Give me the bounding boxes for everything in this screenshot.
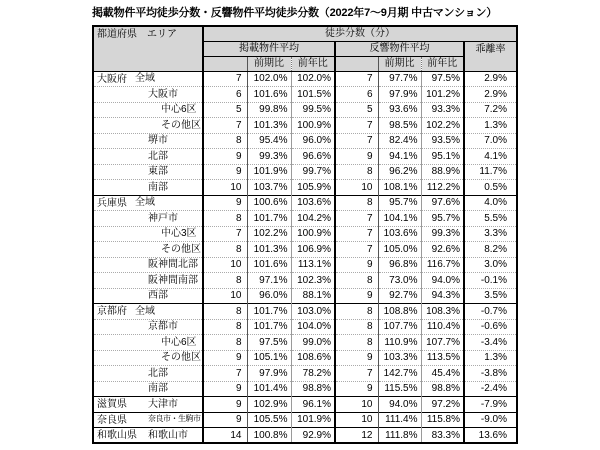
- cell-response-prev-year: 110.4%: [421, 319, 464, 335]
- cell-pref-area: [93, 257, 203, 273]
- cell-divergence-rate: 0.5%: [464, 180, 517, 196]
- cell-response-prev-period: 93.6%: [378, 102, 421, 118]
- cell-response-minutes: 8: [335, 335, 378, 351]
- area-label: 中心3区: [161, 228, 197, 240]
- cell-response-prev-year: 108.3%: [421, 304, 464, 320]
- area-label: 東部: [148, 166, 168, 178]
- cell-response-prev-period: 107.7%: [378, 319, 421, 335]
- cell-divergence-rate: 7.0%: [464, 133, 517, 149]
- table-row: [93, 335, 517, 351]
- cell-response-prev-period: 94.0%: [378, 397, 421, 413]
- table-row: [93, 87, 517, 103]
- cell-pref-area: [93, 133, 203, 149]
- cell-divergence-rate: 2.9%: [464, 87, 517, 103]
- cell-response-prev-period: 96.2%: [378, 164, 421, 180]
- cell-listed-prev-period: 101.7%: [247, 319, 291, 335]
- cell-listed-prev-year: 103.0%: [291, 304, 335, 320]
- cell-listed-prev-year: 106.9%: [291, 242, 335, 258]
- cell-response-prev-year: 116.7%: [421, 257, 464, 273]
- cell-pref-area: [93, 149, 203, 165]
- cell-listed-prev-year: 102.0%: [291, 71, 335, 87]
- cell-listed-prev-year: 105.9%: [291, 180, 335, 196]
- cell-listed-prev-year: 104.0%: [291, 319, 335, 335]
- cell-divergence-rate: 11.7%: [464, 164, 517, 180]
- table-row: [93, 350, 517, 366]
- cell-response-prev-period: 111.4%: [378, 412, 421, 428]
- cell-pref-area: [93, 164, 203, 180]
- table-row: [93, 428, 517, 444]
- cell-divergence-rate: -0.6%: [464, 319, 517, 335]
- cell-response-prev-period: 95.7%: [378, 195, 421, 211]
- table-row: [93, 180, 517, 196]
- area-label: 西部: [148, 290, 168, 302]
- cell-response-prev-period: 104.1%: [378, 211, 421, 227]
- cell-response-prev-year: 112.2%: [421, 180, 464, 196]
- header-response-prev-year: 前年比: [421, 56, 464, 71]
- report-page: [92, 6, 518, 444]
- cell-listed-prev-year: 99.5%: [291, 102, 335, 118]
- cell-response-minutes: 7: [335, 211, 378, 227]
- cell-response-prev-year: 97.6%: [421, 195, 464, 211]
- cell-listed-prev-period: 101.7%: [247, 304, 291, 320]
- cell-response-minutes: 8: [335, 304, 378, 320]
- cell-listed-prev-year: 96.0%: [291, 133, 335, 149]
- cell-response-prev-year: 102.2%: [421, 118, 464, 134]
- table-row: [93, 164, 517, 180]
- header-listed-minutes-blank: [203, 56, 247, 71]
- cell-response-prev-period: 115.5%: [378, 381, 421, 397]
- cell-listed-minutes: 9: [203, 149, 247, 165]
- cell-response-minutes: 8: [335, 273, 378, 289]
- header-response-average: 反響物件平均: [335, 41, 464, 56]
- header-walk-minutes-group: 徒歩分数（分）: [203, 26, 517, 41]
- area-label: 大津市: [148, 398, 178, 410]
- cell-response-prev-year: 98.8%: [421, 381, 464, 397]
- cell-listed-prev-year: 102.3%: [291, 273, 335, 289]
- header-row-1: [93, 26, 517, 41]
- cell-response-minutes: 7: [335, 226, 378, 242]
- cell-response-minutes: 6: [335, 87, 378, 103]
- cell-response-prev-period: 108.1%: [378, 180, 421, 196]
- area-label: 堺市: [148, 135, 168, 147]
- cell-response-minutes: 7: [335, 118, 378, 134]
- cell-listed-prev-period: 102.2%: [247, 226, 291, 242]
- table-body: [93, 71, 517, 443]
- cell-response-minutes: 5: [335, 102, 378, 118]
- cell-response-minutes: 9: [335, 288, 378, 304]
- table-row: [93, 397, 517, 413]
- area-label: 大阪市: [148, 88, 178, 100]
- prefecture-label: 大阪府: [97, 73, 127, 85]
- cell-response-prev-year: 94.3%: [421, 288, 464, 304]
- cell-pref-area: [93, 195, 203, 211]
- cell-listed-prev-period: 105.5%: [247, 412, 291, 428]
- cell-pref-area: [93, 412, 203, 428]
- cell-divergence-rate: 3.5%: [464, 288, 517, 304]
- cell-response-prev-year: 94.0%: [421, 273, 464, 289]
- header-listed-prev-year: 前年比: [291, 56, 335, 71]
- cell-listed-minutes: 9: [203, 195, 247, 211]
- area-label: その他区: [161, 352, 201, 364]
- cell-listed-prev-year: 96.1%: [291, 397, 335, 413]
- cell-pref-area: [93, 226, 203, 242]
- area-label: 阪神間南部: [148, 274, 198, 286]
- table-header: [93, 26, 517, 71]
- cell-pref-area: [93, 273, 203, 289]
- cell-pref-area: [93, 428, 203, 444]
- cell-response-prev-year: 83.3%: [421, 428, 464, 444]
- cell-response-minutes: 7: [335, 133, 378, 149]
- cell-response-prev-year: 92.6%: [421, 242, 464, 258]
- cell-listed-prev-period: 105.1%: [247, 350, 291, 366]
- prefecture-label: 奈良県: [97, 414, 127, 426]
- table-row: [93, 366, 517, 382]
- area-label: その他区: [161, 119, 201, 131]
- cell-divergence-rate: 2.9%: [464, 71, 517, 87]
- cell-divergence-rate: 3.3%: [464, 226, 517, 242]
- cell-response-minutes: 10: [335, 412, 378, 428]
- prefecture-label: 滋賀県: [97, 399, 127, 410]
- cell-response-minutes: 10: [335, 397, 378, 413]
- cell-response-prev-year: 95.7%: [421, 211, 464, 227]
- cell-listed-minutes: 10: [203, 288, 247, 304]
- cell-pref-area: [93, 350, 203, 366]
- table-row: [93, 381, 517, 397]
- cell-divergence-rate: -2.4%: [464, 381, 517, 397]
- cell-divergence-rate: -3.4%: [464, 335, 517, 351]
- cell-listed-minutes: 10: [203, 180, 247, 196]
- cell-listed-minutes: 9: [203, 381, 247, 397]
- table-row: [93, 195, 517, 211]
- cell-listed-minutes: 10: [203, 257, 247, 273]
- cell-divergence-rate: -3.8%: [464, 366, 517, 382]
- area-label: 全域: [135, 305, 155, 317]
- cell-divergence-rate: 5.5%: [464, 211, 517, 227]
- cell-listed-prev-year: 92.9%: [291, 428, 335, 444]
- table-row: [93, 242, 517, 258]
- cell-pref-area: [93, 211, 203, 227]
- cell-response-minutes: 9: [335, 381, 378, 397]
- area-label: 全域: [135, 73, 155, 85]
- cell-response-prev-year: 101.2%: [421, 87, 464, 103]
- header-divergence-rate: 乖離率: [464, 41, 517, 71]
- cell-pref-area: [93, 366, 203, 382]
- cell-listed-prev-year: 88.1%: [291, 288, 335, 304]
- cell-divergence-rate: -0.1%: [464, 273, 517, 289]
- cell-response-minutes: 12: [335, 428, 378, 444]
- cell-listed-minutes: 7: [203, 71, 247, 87]
- cell-listed-prev-year: 99.7%: [291, 164, 335, 180]
- cell-response-minutes: 8: [335, 195, 378, 211]
- cell-listed-prev-year: 100.9%: [291, 226, 335, 242]
- table-row: [93, 118, 517, 134]
- table-row: [93, 133, 517, 149]
- cell-listed-prev-period: 102.0%: [247, 71, 291, 87]
- cell-listed-minutes: 7: [203, 118, 247, 134]
- cell-response-prev-period: 73.0%: [378, 273, 421, 289]
- cell-listed-minutes: 5: [203, 102, 247, 118]
- cell-response-prev-period: 105.0%: [378, 242, 421, 258]
- area-label: 神戸市: [148, 212, 178, 224]
- cell-pref-area: [93, 180, 203, 196]
- prefecture-label: 京都府: [97, 306, 127, 317]
- prefecture-label: 和歌山県: [97, 430, 137, 441]
- cell-response-prev-period: 97.7%: [378, 71, 421, 87]
- cell-divergence-rate: 4.0%: [464, 195, 517, 211]
- cell-listed-minutes: 6: [203, 87, 247, 103]
- table-row: [93, 288, 517, 304]
- table-row: [93, 149, 517, 165]
- prefecture-label: 兵庫県: [97, 197, 127, 209]
- table-row: [93, 257, 517, 273]
- cell-listed-prev-period: 101.6%: [247, 87, 291, 103]
- area-label: 南部: [148, 181, 168, 193]
- cell-listed-prev-period: 97.5%: [247, 335, 291, 351]
- cell-listed-minutes: 9: [203, 164, 247, 180]
- cell-pref-area: [93, 288, 203, 304]
- cell-response-minutes: 10: [335, 180, 378, 196]
- area-label: 北部: [148, 150, 168, 162]
- cell-response-prev-year: 93.3%: [421, 102, 464, 118]
- table-row: [93, 71, 517, 87]
- cell-response-prev-year: 88.9%: [421, 164, 464, 180]
- cell-listed-prev-period: 96.0%: [247, 288, 291, 304]
- cell-response-prev-period: 92.7%: [378, 288, 421, 304]
- cell-listed-minutes: 14: [203, 428, 247, 444]
- cell-response-prev-year: 115.8%: [421, 412, 464, 428]
- cell-listed-prev-period: 101.4%: [247, 381, 291, 397]
- walk-minutes-table: [92, 25, 518, 444]
- cell-listed-minutes: 7: [203, 226, 247, 242]
- area-label: 南部: [148, 383, 168, 395]
- cell-response-minutes: 9: [335, 257, 378, 273]
- cell-response-minutes: 7: [335, 71, 378, 87]
- cell-response-prev-period: 97.9%: [378, 87, 421, 103]
- cell-listed-prev-period: 97.1%: [247, 273, 291, 289]
- cell-response-prev-period: 94.1%: [378, 149, 421, 165]
- cell-response-prev-period: 103.3%: [378, 350, 421, 366]
- cell-listed-prev-year: 99.0%: [291, 335, 335, 351]
- cell-pref-area: [93, 118, 203, 134]
- area-label: 北部: [148, 367, 168, 379]
- area-label: その他区: [161, 243, 201, 255]
- cell-response-prev-year: 95.1%: [421, 149, 464, 165]
- cell-listed-prev-period: 101.3%: [247, 242, 291, 258]
- cell-listed-prev-year: 101.9%: [291, 412, 335, 428]
- cell-response-minutes: 9: [335, 350, 378, 366]
- cell-listed-prev-period: 99.3%: [247, 149, 291, 165]
- cell-response-prev-year: 45.4%: [421, 366, 464, 382]
- cell-listed-minutes: 8: [203, 211, 247, 227]
- cell-divergence-rate: 8.2%: [464, 242, 517, 258]
- cell-listed-prev-period: 101.9%: [247, 164, 291, 180]
- header-pref-area: 都道府県 エリア: [93, 26, 203, 71]
- cell-listed-minutes: 8: [203, 319, 247, 335]
- cell-listed-minutes: 8: [203, 304, 247, 320]
- cell-listed-prev-period: 100.6%: [247, 195, 291, 211]
- cell-listed-minutes: 8: [203, 242, 247, 258]
- cell-divergence-rate: -0.7%: [464, 304, 517, 320]
- cell-listed-prev-period: 99.8%: [247, 102, 291, 118]
- cell-pref-area: [93, 71, 203, 87]
- cell-divergence-rate: 4.1%: [464, 149, 517, 165]
- cell-listed-prev-period: 97.9%: [247, 366, 291, 382]
- cell-divergence-rate: 3.0%: [464, 257, 517, 273]
- cell-response-prev-period: 110.9%: [378, 335, 421, 351]
- cell-listed-minutes: 9: [203, 412, 247, 428]
- cell-listed-prev-year: 98.8%: [291, 381, 335, 397]
- table-row: [93, 412, 517, 428]
- cell-divergence-rate: 7.2%: [464, 102, 517, 118]
- cell-divergence-rate: 13.6%: [464, 428, 517, 444]
- cell-response-minutes: 9: [335, 149, 378, 165]
- cell-listed-prev-year: 103.6%: [291, 195, 335, 211]
- cell-listed-prev-period: 103.7%: [247, 180, 291, 196]
- cell-listed-prev-year: 108.6%: [291, 350, 335, 366]
- area-label: 和歌山市: [148, 429, 188, 441]
- cell-listed-prev-period: 101.3%: [247, 118, 291, 134]
- table-row: [93, 226, 517, 242]
- cell-listed-prev-year: 96.6%: [291, 149, 335, 165]
- cell-pref-area: [93, 242, 203, 258]
- cell-pref-area: [93, 304, 203, 320]
- cell-listed-prev-year: 104.2%: [291, 211, 335, 227]
- cell-listed-prev-year: 100.9%: [291, 118, 335, 134]
- cell-listed-minutes: 8: [203, 273, 247, 289]
- cell-listed-prev-period: 101.7%: [247, 211, 291, 227]
- cell-listed-minutes: 7: [203, 366, 247, 382]
- table-row: [93, 102, 517, 118]
- cell-response-prev-period: 142.7%: [378, 366, 421, 382]
- cell-listed-minutes: 9: [203, 350, 247, 366]
- cell-response-prev-period: 98.5%: [378, 118, 421, 134]
- table-row: [93, 273, 517, 289]
- cell-response-prev-year: 113.5%: [421, 350, 464, 366]
- cell-divergence-rate: -7.9%: [464, 397, 517, 413]
- cell-listed-prev-period: 95.4%: [247, 133, 291, 149]
- table-title: 掲載物件平均徒歩分数・反響物件平均徒歩分数（2022年7～9月期 中古マンション）: [92, 7, 498, 19]
- cell-listed-prev-year: 78.2%: [291, 366, 335, 382]
- cell-listed-prev-year: 101.5%: [291, 87, 335, 103]
- cell-response-prev-year: 97.2%: [421, 397, 464, 413]
- cell-pref-area: [93, 397, 203, 413]
- cell-response-minutes: 8: [335, 319, 378, 335]
- cell-divergence-rate: 1.3%: [464, 118, 517, 134]
- cell-response-minutes: 7: [335, 366, 378, 382]
- cell-listed-prev-period: 101.6%: [247, 257, 291, 273]
- header-listed-average: 掲載物件平均: [203, 41, 335, 56]
- header-response-prev-period: 前期比: [378, 56, 421, 71]
- area-label: 阪神間北部: [148, 259, 198, 271]
- cell-listed-prev-period: 100.8%: [247, 428, 291, 444]
- cell-response-prev-year: 107.7%: [421, 335, 464, 351]
- header-response-minutes-blank: [335, 56, 378, 71]
- cell-listed-minutes: 9: [203, 397, 247, 413]
- header-listed-prev-period: 前期比: [247, 56, 291, 71]
- cell-pref-area: [93, 87, 203, 103]
- cell-response-prev-period: 111.8%: [378, 428, 421, 444]
- cell-pref-area: [93, 102, 203, 118]
- cell-pref-area: [93, 381, 203, 397]
- cell-divergence-rate: -9.0%: [464, 412, 517, 428]
- cell-response-minutes: 7: [335, 242, 378, 258]
- cell-response-prev-period: 108.8%: [378, 304, 421, 320]
- cell-listed-prev-year: 113.1%: [291, 257, 335, 273]
- cell-response-prev-period: 96.8%: [378, 257, 421, 273]
- cell-listed-minutes: 8: [203, 133, 247, 149]
- cell-pref-area: [93, 319, 203, 335]
- cell-response-prev-year: 93.5%: [421, 133, 464, 149]
- cell-divergence-rate: 1.3%: [464, 350, 517, 366]
- table-row: [93, 211, 517, 227]
- area-label: 奈良市・生駒市: [148, 414, 201, 424]
- cell-response-prev-year: 99.3%: [421, 226, 464, 242]
- area-label: 中心6区: [161, 104, 197, 116]
- cell-response-prev-period: 82.4%: [378, 133, 421, 149]
- cell-pref-area: [93, 335, 203, 351]
- cell-listed-minutes: 8: [203, 335, 247, 351]
- cell-response-minutes: 8: [335, 164, 378, 180]
- cell-response-prev-year: 97.5%: [421, 71, 464, 87]
- area-label: 全域: [135, 197, 155, 209]
- table-row: [93, 304, 517, 320]
- cell-listed-prev-period: 102.9%: [247, 397, 291, 413]
- area-label: 京都市: [148, 321, 178, 333]
- table-row: [93, 319, 517, 335]
- cell-response-prev-period: 103.6%: [378, 226, 421, 242]
- area-label: 中心6区: [161, 336, 197, 348]
